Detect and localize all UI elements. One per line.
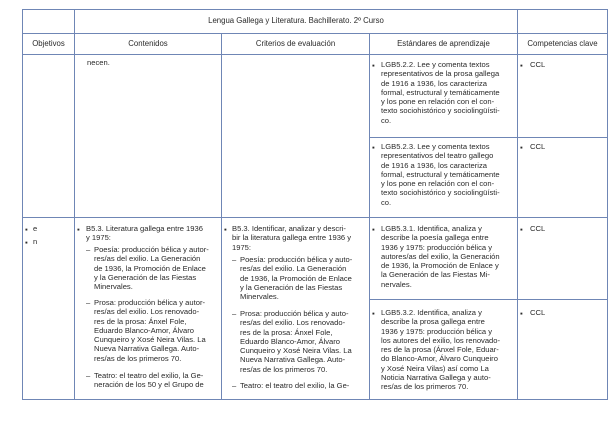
dash-marker: – (232, 381, 237, 390)
contenido-teatro: Teatro: el teatro del exilio, la Ge- neración de los 50 y el Grupo de (94, 371, 204, 390)
bullet-marker: ▪ (520, 61, 523, 70)
col-rule-3 (369, 33, 370, 400)
table-rule-title (22, 33, 608, 34)
header-competencias: Competencias clave (527, 39, 598, 48)
dash-marker: – (232, 255, 237, 264)
bullet-marker: ▪ (372, 309, 375, 318)
table-rule-row1 (22, 217, 608, 218)
bullet-marker: ▪ (25, 238, 28, 247)
header-criterios: Criterios de evaluación (255, 39, 336, 48)
table-border-right (607, 9, 608, 400)
standard-lgb5-3-1: LGB5.3.1. Identifica, analiza y describe la poesía gallega entre 1936 y 1975: producción bélica y autores/as del exilio, la Generación de 1936, la Promoción de Enlace y la Generación de las Fiestas Mi- nervales. (381, 224, 500, 289)
objetivo-e: e (33, 224, 38, 233)
col-rule-2 (221, 33, 222, 400)
table-rule-header (22, 54, 608, 55)
dash-marker: – (232, 309, 237, 318)
competencia-ccl: CCL (530, 224, 546, 233)
dash-marker: – (86, 371, 91, 380)
header-contenidos: Contenidos (128, 39, 168, 48)
bullet-marker: ▪ (224, 225, 227, 234)
bullet-marker: ▪ (77, 225, 80, 234)
bullet-marker: ▪ (520, 225, 523, 234)
header-objetivos: Objetivos (32, 39, 65, 48)
contenidos-tail: necen. (87, 58, 110, 67)
table-border-bottom (22, 399, 608, 400)
col-rule-1 (74, 9, 75, 400)
contenido-prosa: Prosa: producción bélica y autor- res/as del exilio. Los renovado- res de la prosa: Ánxel Fole, Eduardo Blanco-Amor, Álvaro Cunqueiro y Xosé Neira Vilas. La Nueva Narrativa Gallega. Auto- res/as de los primeros 70. (94, 298, 206, 363)
competencia-ccl: CCL (530, 60, 546, 69)
table-rule-std-row1 (369, 137, 608, 138)
objetivo-n: n (33, 237, 38, 246)
table-border-top (22, 9, 608, 10)
competencia-ccl: CCL (530, 142, 546, 151)
standard-lgb5-2-3: LGB5.2.3. Lee y comenta textos representativos del teatro gallego de 1916 a 1936, los caracteriza formal, estructural y temáticamente y los pone en relación con el con- texto sociohistórico y sociolingüísti- co. (381, 142, 500, 207)
bullet-marker: ▪ (372, 225, 375, 234)
bullet-marker: ▪ (520, 143, 523, 152)
col-rule-4 (517, 9, 518, 400)
competencia-ccl: CCL (530, 308, 546, 317)
table-border-left (22, 9, 23, 400)
criterio-teatro: Teatro: el teatro del exilio, la Ge- (240, 381, 350, 390)
dash-marker: – (86, 298, 91, 307)
dash-marker: – (86, 245, 91, 254)
header-estandares: Estándares de aprendizaje (397, 39, 490, 48)
bullet-marker: ▪ (520, 309, 523, 318)
bullet-marker: ▪ (372, 143, 375, 152)
table-rule-std-row2 (369, 299, 608, 300)
standard-lgb5-3-2: LGB5.3.2. Identifica, analiza y describe la prosa gallega entre 1936 y 1975: producción bélica y los autores del exilio, los renovado- res de la prosa (Ánxel Fole, Eduar- do Blanco-Amor, Álvaro Cunqueiro y Xosé Neira Vilas) así como La Noticia Narrativa Gallega y auto- res/as de los primeros 70. (381, 308, 501, 392)
bullet-marker: ▪ (372, 61, 375, 70)
criterio-poesia: Poesía: producción bélica y auto- res/as del exilio. La Generación de 1936, la Promoción de Enlace y la Generación de las Fiestas Minervales. (240, 255, 353, 302)
bullet-marker: ▪ (25, 225, 28, 234)
standard-lgb5-2-2: LGB5.2.2. Lee y comenta textos representativos de la prosa gallega de 1916 a 1936, los caracteriza formal, estructural y temáticamente y los pone en relación con el con- texto sociohistórico y sociolingüísti- co. (381, 60, 500, 125)
contenido-poesia: Poesía: producción bélica y autor- res/as del exilio. La Generación de 1936, la Promoción de Enlace y la Generación de las Fiestas Minervales. (94, 245, 209, 292)
contenido-b5-3: B5.3. Literatura gallega entre 1936 y 1975: (86, 224, 203, 243)
table-title: Lengua Gallega y Literatura. Bachillerato. 2º Curso (208, 16, 384, 25)
criterio-b5-3: B5.3. Identificar, analizar y descri- bir la literatura gallega entre 1936 y 1975: (232, 224, 352, 252)
criterio-prosa: Prosa: producción bélica y auto- res/as del exilio. Los renovado- res de la prosa: Ánxel Fole, Eduardo Blanco-Amor, Álvaro Cunqueiro y Xosé Neira Vilas. La Nueva Narrativa Gallega. Auto- res/as de los primeros 70. (240, 309, 352, 374)
